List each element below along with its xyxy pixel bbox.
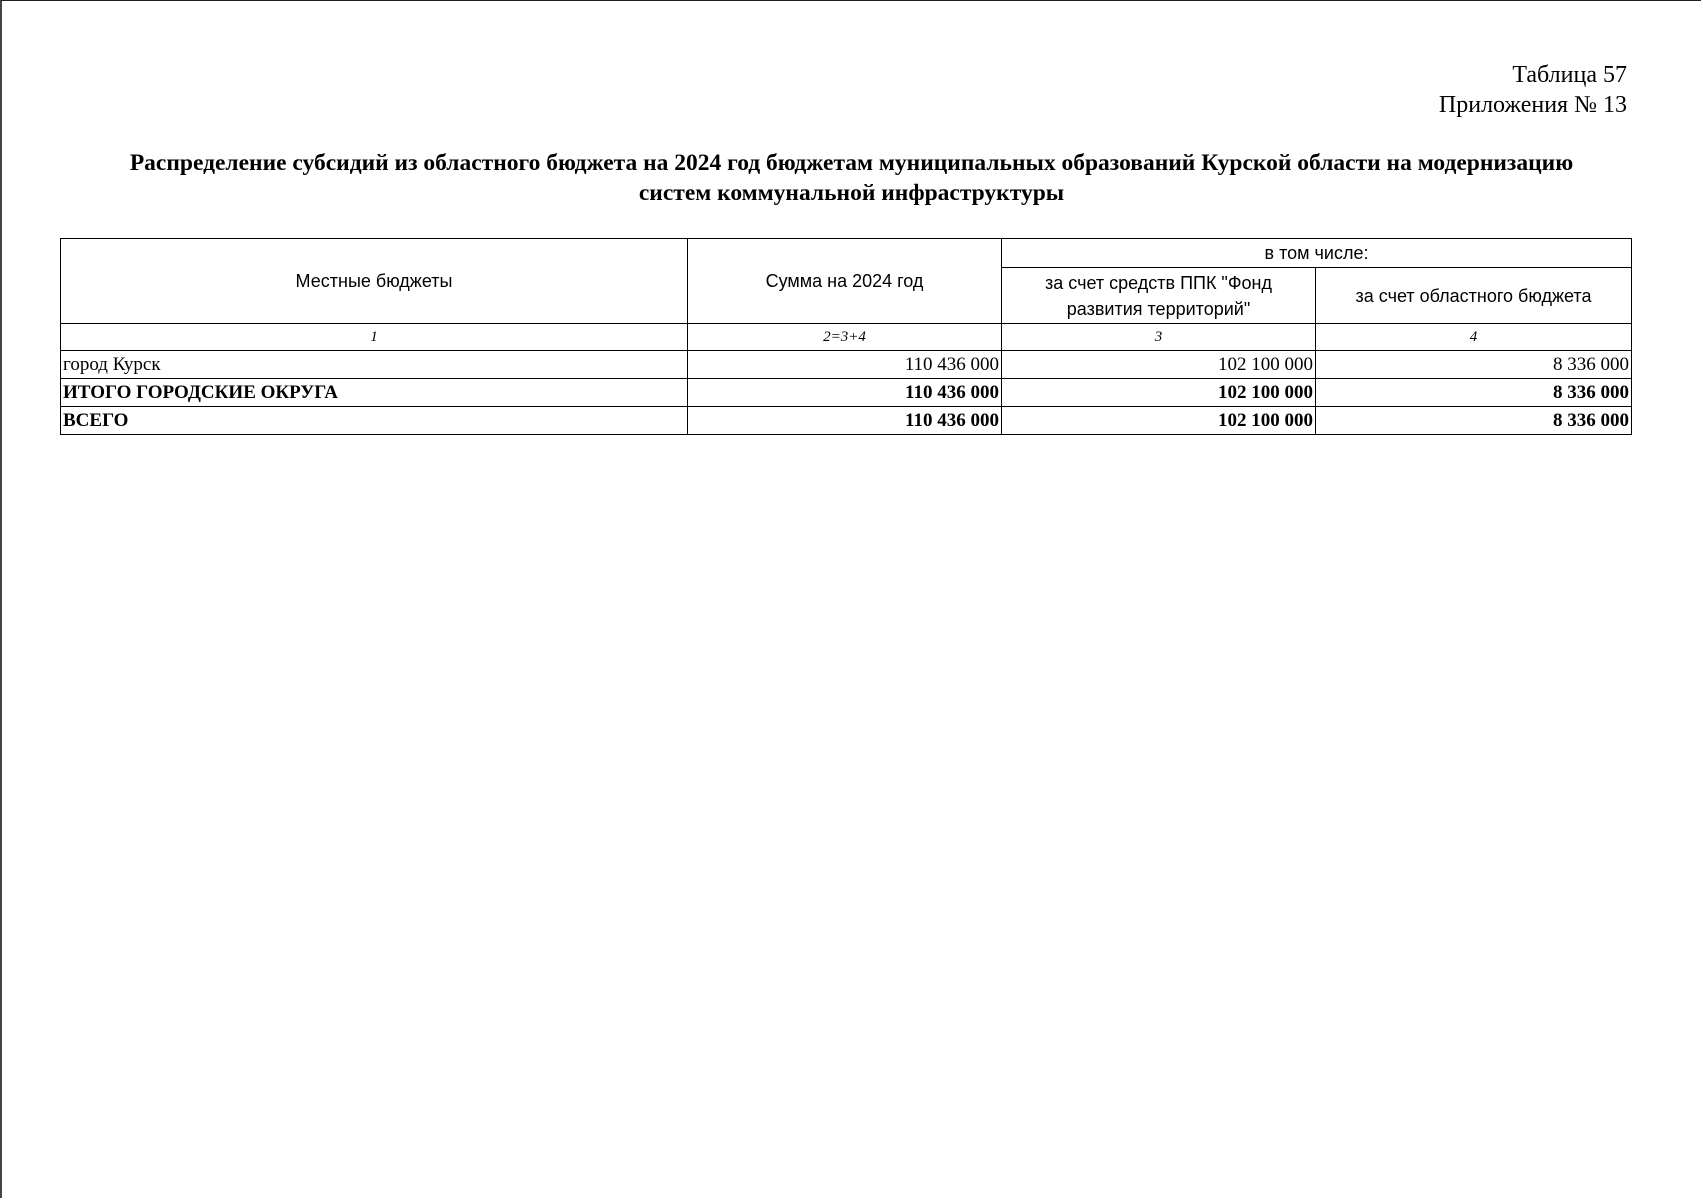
column-number: 4 — [1316, 324, 1632, 351]
column-number-row — [61, 324, 1632, 351]
column-number: 3 — [1002, 324, 1316, 351]
column-number: 1 — [61, 324, 688, 351]
row-regional: 8 336 000 — [1316, 351, 1632, 379]
row-sum: 110 436 000 — [688, 407, 1002, 435]
header-sum-2024: Сумма на 2024 год — [688, 239, 1002, 324]
header-ppk-fund — [1002, 268, 1316, 324]
row-ppk: 102 100 000 — [1002, 351, 1316, 379]
row-sum: 110 436 000 — [688, 379, 1002, 407]
column-number: 2=3+4 — [688, 324, 1002, 351]
row-ppk: 102 100 000 — [1002, 407, 1316, 435]
table-row — [61, 407, 1632, 435]
row-sum: 110 436 000 — [688, 351, 1002, 379]
row-ppk: 102 100 000 — [1002, 379, 1316, 407]
table-row — [61, 379, 1632, 407]
title-line-2: систем коммунальной инфраструктуры — [638, 180, 1065, 206]
row-regional: 8 336 000 — [1316, 379, 1632, 407]
row-name: ВСЕГО — [61, 407, 688, 435]
header-row-top — [61, 239, 1632, 268]
header-including: в том числе: — [1002, 239, 1632, 268]
document-reference — [1439, 60, 1627, 120]
row-regional: 8 336 000 — [1316, 407, 1632, 435]
header-ppk-fund-line-1: за счет средств ППК "Фонд — [1045, 272, 1272, 293]
table-number: Таблица 57 — [1512, 62, 1627, 88]
title-line-1: Распределение субсидий из областного бюджета на 2024 год бюджетам муниципальных образований Курской области на модернизацию — [129, 150, 1574, 176]
header-local-budgets: Местные бюджеты — [61, 239, 688, 324]
appendix-number: Приложения № 13 — [1438, 92, 1627, 118]
table-row — [61, 351, 1632, 379]
budget-table — [60, 238, 1632, 435]
row-name: город Курск — [61, 351, 688, 379]
document-title — [80, 148, 1623, 208]
row-name: ИТОГО ГОРОДСКИЕ ОКРУГА — [61, 379, 688, 407]
header-ppk-fund-line-2: развития территорий" — [1066, 298, 1251, 319]
header-regional-budget: за счет областного бюджета — [1316, 268, 1632, 324]
